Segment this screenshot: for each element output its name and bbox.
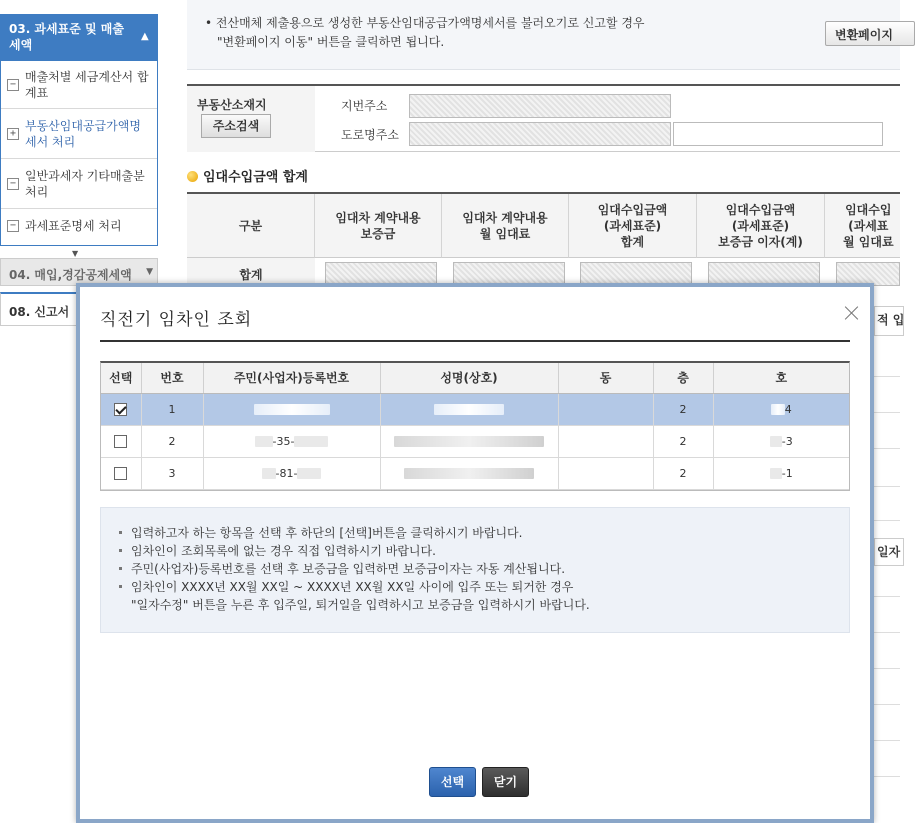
sidebar-item-sales-invoice-summary[interactable] — [1, 61, 157, 109]
column-header-reg-no: 주민(사업자)등록번호 — [203, 363, 380, 393]
collapse-icon: − — [7, 79, 19, 91]
floor-cell: 2 — [653, 425, 713, 457]
sum-row-label: 합계 — [187, 258, 315, 288]
table-row[interactable] — [101, 425, 849, 457]
sum-header-text: 임대수입금액 (과세표준) 보증금 이자(계) — [718, 202, 803, 249]
previous-tenant-lookup-modal — [76, 283, 874, 823]
reg-no-cell — [203, 457, 380, 489]
divider — [874, 520, 900, 521]
bullet-icon — [119, 567, 122, 570]
redacted-mask — [255, 436, 273, 447]
modal-help-box — [100, 507, 850, 633]
help-line — [119, 578, 831, 596]
table-row[interactable] — [101, 393, 849, 425]
bullet-icon — [119, 531, 122, 534]
divider — [874, 740, 900, 741]
ho-cell — [713, 457, 849, 489]
dong-cell — [558, 457, 653, 489]
help-text: 주민(사업자)등록번호를 선택 후 보증금을 입력하면 보증금이자는 자동 계산됩니다. — [131, 562, 566, 576]
divider — [874, 632, 900, 633]
help-text: 입력하고자 하는 항목을 선택 후 하단의 [선택]버튼을 클릭하시기 바랍니다. — [131, 526, 523, 540]
sidebar-item-real-estate-rental[interactable] — [1, 109, 157, 159]
ho-cell — [713, 393, 849, 425]
convert-notice — [187, 0, 900, 70]
redacted-mask — [394, 436, 544, 447]
sidebar-section-04-title: 04. 매입,경감공제세액 — [9, 268, 132, 282]
floor-cell: 2 — [653, 457, 713, 489]
sum-header-income-total — [569, 194, 697, 258]
row-checkbox[interactable] — [114, 403, 127, 416]
road-address-detail-field[interactable] — [673, 122, 883, 146]
sidebar-section-04[interactable] — [0, 258, 158, 286]
bullet-icon — [119, 585, 122, 588]
right-stub-button-1[interactable]: 적 입 — [874, 306, 904, 336]
redacted-mask — [294, 436, 328, 447]
divider — [874, 596, 900, 597]
chevron-up-icon[interactable]: ▲ — [141, 31, 149, 42]
notice-line-1: 전산매체 제출용으로 생성한 부동산임대공급가액명세서를 불러오기로 신고할 경우 — [215, 16, 645, 30]
reg-no-text: -35- — [272, 434, 295, 448]
redacted-mask — [771, 404, 785, 415]
sum-header-deposit — [315, 194, 442, 258]
rental-income-summary-title — [187, 166, 308, 185]
notice-line-2: "변환페이지 이동" 버튼을 클릭하면 됩니다. — [217, 35, 445, 49]
sidebar-item-label: 과세표준명세 처리 — [25, 219, 122, 233]
convert-notice-text: • 전산매체 제출용으로 생성한 부동산임대공급가액명세서를 불러오기로 신고할 경우 "변환페이지 이동" 버튼을 클릭하면 됩니다. — [205, 16, 645, 49]
close-button[interactable]: 닫기 — [482, 767, 529, 797]
divider — [874, 412, 900, 413]
help-text: 임차인이 조회목록에 없는 경우 직접 입력하시기 바랍니다. — [131, 544, 436, 558]
close-icon[interactable] — [844, 305, 860, 321]
name-cell — [380, 457, 558, 489]
redacted-mask — [770, 436, 782, 447]
name-cell — [380, 425, 558, 457]
redacted-mask — [262, 468, 276, 479]
convert-page-button[interactable]: 변환페이지 — [825, 21, 915, 46]
sum-header-deposit-interest — [697, 194, 825, 258]
ho-cell — [713, 425, 849, 457]
help-line-continued: "일자수정" 버튼을 누른 후 입주일, 퇴거일을 입력하시고 보증금을 입력하시기 바랍니다. — [131, 598, 590, 612]
sum-header-income-monthly — [825, 194, 900, 258]
ho-text: -3 — [781, 434, 793, 448]
sum-header-text: 임대차 계약내용 보증금 — [335, 210, 421, 241]
help-line — [119, 560, 831, 578]
property-location-label: 부동산소재지 — [197, 98, 267, 112]
divider — [100, 340, 850, 342]
sidebar-section-03 — [0, 14, 158, 246]
divider — [874, 776, 900, 777]
modal-title: 직전기 임차인 조회 — [100, 310, 253, 330]
help-line — [119, 542, 831, 560]
table-row[interactable] — [101, 457, 849, 489]
number-cell: 1 — [141, 393, 203, 425]
address-label-cell — [187, 86, 315, 152]
triangle-down-icon: ▼ — [72, 249, 79, 258]
select-button[interactable]: 선택 — [429, 767, 476, 797]
column-header-name: 성명(상호) — [380, 363, 558, 393]
floor-cell: 2 — [653, 393, 713, 425]
sidebar-item-general-other-sales[interactable] — [1, 159, 157, 209]
redacted-mask — [297, 468, 321, 479]
sum-header-text: 구분 — [238, 218, 263, 233]
ho-text: 4 — [784, 402, 792, 416]
sum-header-text: 임대수입 (과세표 월 임대료 — [843, 202, 894, 249]
number-cell: 3 — [141, 457, 203, 489]
column-header-dong: 동 — [558, 363, 653, 393]
bullet-icon — [187, 171, 198, 182]
sum-header-monthly-rent — [442, 194, 569, 258]
row-checkbox[interactable] — [114, 435, 127, 448]
sidebar-section-03-title: 03. 과세표준 및 매출세액 — [9, 22, 124, 52]
address-search-button[interactable]: 주소검색 — [201, 114, 271, 138]
road-address-label: 도로명주소 — [341, 128, 399, 142]
sidebar-item-label: 매출처별 세금계산서 합계표 — [25, 69, 149, 100]
divider — [874, 704, 900, 705]
lot-address-field[interactable] — [409, 94, 671, 118]
row-checkbox[interactable] — [114, 467, 127, 480]
sum-header-text: 임대수입금액 (과세표준) 합계 — [597, 202, 668, 249]
reg-no-text: -81- — [275, 466, 298, 480]
expand-icon: + — [7, 128, 19, 140]
sidebar-item-label: 부동산임대공급가액명세서 처리 — [25, 118, 141, 149]
sum-header-category — [187, 194, 315, 258]
sidebar-item-tax-base-detail[interactable] — [1, 209, 157, 243]
column-header-floor: 층 — [653, 363, 713, 393]
divider — [874, 668, 900, 669]
bullet-icon — [119, 549, 122, 552]
table-header-row — [101, 363, 849, 393]
right-stub-button-2[interactable]: 일자 — [874, 538, 904, 566]
column-header-number: 번호 — [141, 363, 203, 393]
redacted-mask — [770, 468, 782, 479]
collapse-icon: − — [7, 178, 19, 190]
lot-address-label: 지번주소 — [341, 99, 388, 113]
sidebar-section-03-header[interactable] — [1, 15, 157, 61]
chevron-down-icon[interactable]: ▼ — [146, 267, 153, 277]
section-title-text: 임대수입금액 합계 — [203, 170, 308, 185]
road-address-field[interactable] — [409, 122, 671, 146]
divider — [874, 486, 900, 487]
sidebar-item-label: 일반과세자 기타매출분 처리 — [25, 168, 145, 199]
reg-no-cell — [203, 393, 380, 425]
reg-no-cell — [203, 425, 380, 457]
divider — [874, 448, 900, 449]
sidebar-section-08-title: 08. 신고서 — [9, 305, 70, 319]
divider — [874, 376, 900, 377]
dong-cell — [558, 393, 653, 425]
tenant-table — [100, 361, 850, 491]
help-line — [119, 524, 831, 542]
select-cell[interactable] — [101, 393, 141, 425]
name-cell — [380, 393, 558, 425]
sum-header-text: 임대차 계약내용 월 임대료 — [462, 210, 548, 241]
help-text: 임차인이 XXXX년 XX월 XX일 ~ XXXX년 XX월 XX일 사이에 입주 또는 퇴거한 경우 — [131, 580, 574, 594]
collapse-icon: − — [7, 220, 19, 232]
property-address-section — [187, 84, 900, 152]
dong-cell — [558, 425, 653, 457]
column-header-ho: 호 — [713, 363, 849, 393]
redacted-mask — [404, 468, 534, 479]
redacted-mask — [434, 404, 504, 415]
ho-text: -1 — [781, 466, 793, 480]
select-cell[interactable] — [101, 425, 141, 457]
column-header-select: 선택 — [101, 363, 141, 393]
number-cell: 2 — [141, 425, 203, 457]
redacted-mask — [254, 404, 330, 415]
select-cell[interactable] — [101, 457, 141, 489]
rental-income-summary-table — [187, 192, 900, 249]
